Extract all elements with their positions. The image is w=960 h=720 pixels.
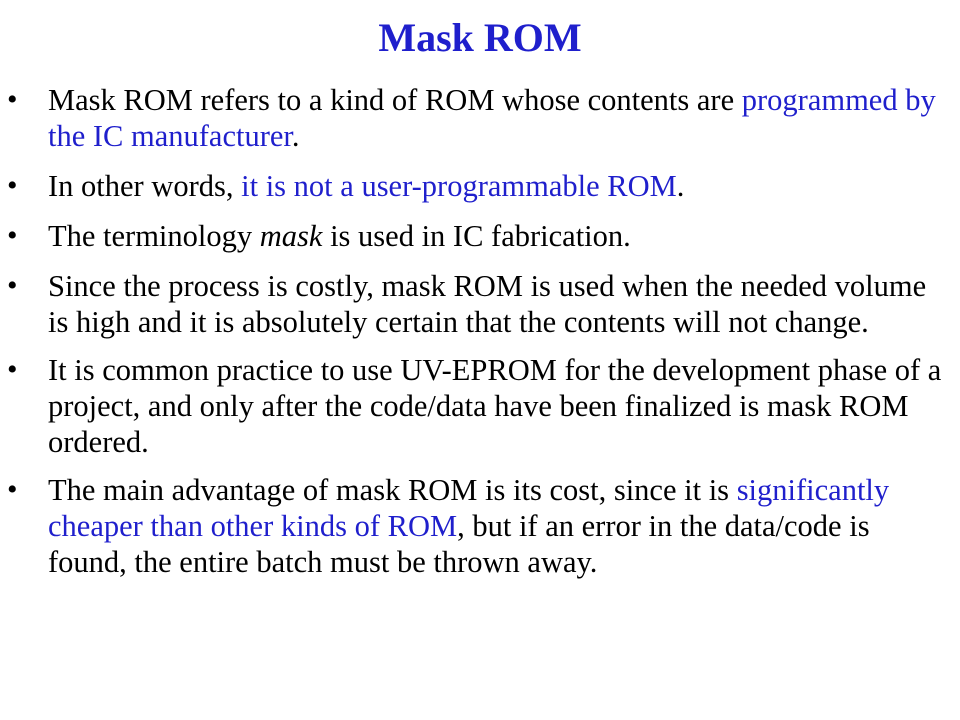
bullet-text: Since the process is costly, mask ROM is used when the needed volume is high and it is absolutely certain that the contents will not change. (48, 269, 927, 339)
bullet-text: In other words, (48, 169, 242, 203)
bullet-text: . (291, 119, 300, 153)
bullet-icon: • (7, 169, 18, 202)
bullet-icon: • (7, 219, 18, 252)
bullet-icon: • (7, 269, 18, 302)
bullet-icon: • (7, 473, 18, 506)
bullet-icon: • (7, 353, 18, 386)
highlight-text: significantly cheaper than other kinds of ROM (48, 473, 890, 543)
highlight-text: programmed by the IC manufacturer (48, 83, 936, 153)
bullet-item (0, 268, 960, 340)
bullet-text: The terminology (48, 219, 260, 253)
bullet-item (0, 472, 960, 580)
bullet-text: . (676, 169, 685, 203)
bullet-item (0, 352, 960, 460)
slide-title: Mask ROM (378, 15, 582, 60)
bullet-text: The main advantage of mask ROM is its cost, since it is (48, 473, 737, 507)
bullet-item (0, 218, 960, 254)
bullet-text: is used in IC fabrication. (322, 219, 631, 253)
bullet-text: It is common practice to use UV-EPROM for the development phase of a project, and only after the code/data have been finalized is mask ROM ordered. (48, 353, 942, 459)
bullet-item (0, 82, 960, 154)
bullet-icon: • (7, 83, 18, 116)
italic-term: mask (259, 219, 323, 253)
bullet-text: Mask ROM refers to a kind of ROM whose contents are (48, 83, 742, 117)
bullet-list (0, 82, 960, 580)
bullet-item (0, 168, 960, 204)
highlight-text: it is not a user-programmable ROM (241, 169, 677, 203)
bullet-text: , but if an error in the data/code is found, the entire batch must be thrown away. (48, 509, 870, 579)
